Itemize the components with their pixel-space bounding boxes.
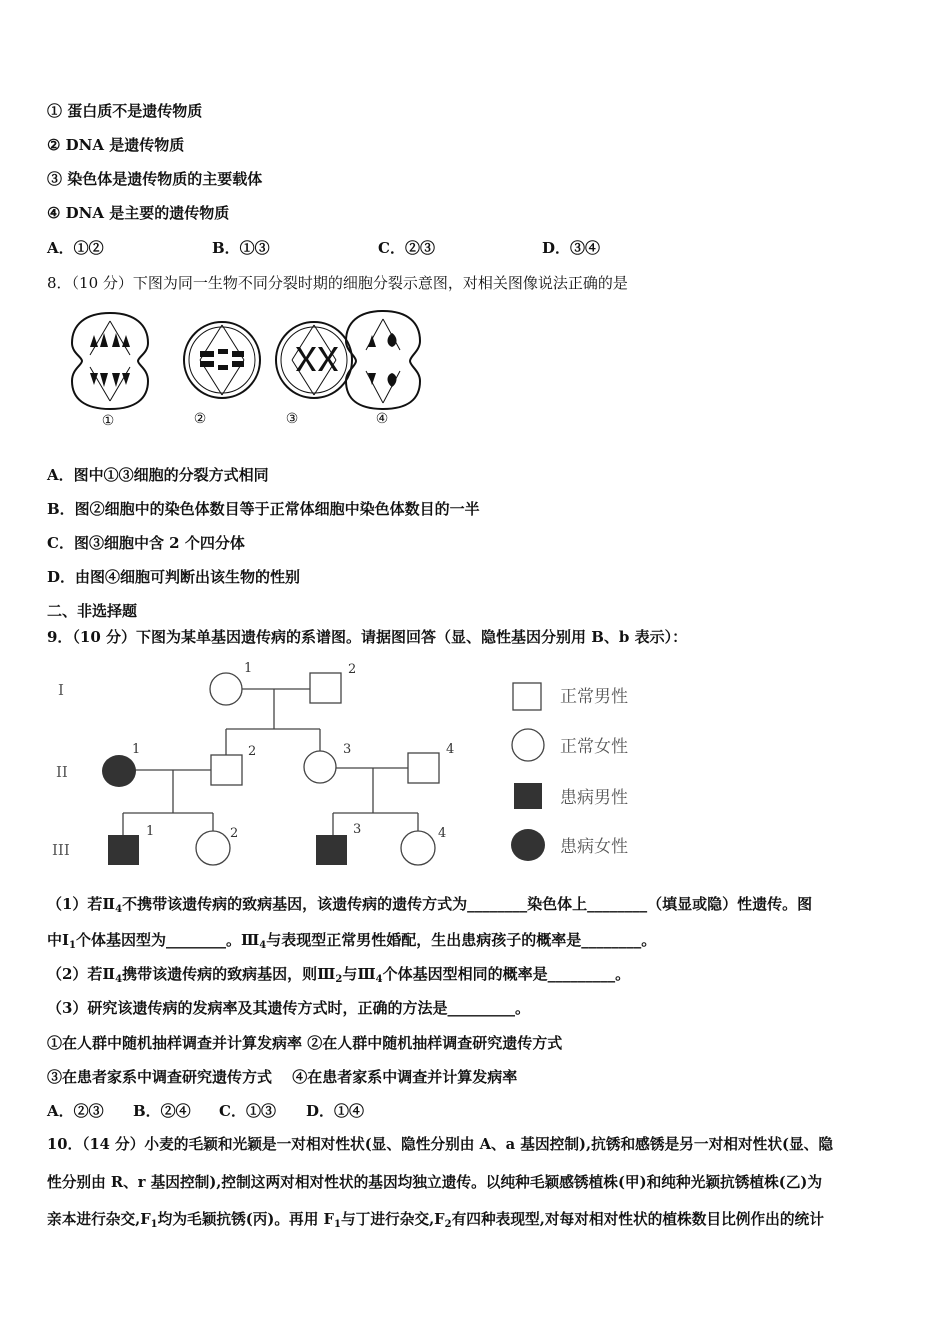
pedigree-number-III2: 2 xyxy=(230,826,239,841)
q7-statement-2: ② DNA 是遗传物质 xyxy=(47,136,185,154)
q7-option-d[interactable]: D．③④ xyxy=(542,239,601,257)
generation-label-3: III xyxy=(52,841,70,859)
q9-part1-line1: （1）若$Ⅱ_4$不携带该遗传病的致病基因，该遗传病的遗传方式为________染色体上________（填显或隐）性遗传。图 xyxy=(47,895,813,915)
q8-option-d[interactable]: D．由图④细胞可判断出该生物的性别 xyxy=(47,568,301,586)
cell-label-1: ① xyxy=(101,413,115,429)
legend-normal-male: 正常男性 xyxy=(560,687,628,707)
q9-option-b[interactable]: B．②④ xyxy=(133,1102,191,1120)
q7-option-c[interactable]: C．②③ xyxy=(378,239,435,257)
q9-part1-line2: 中$Ⅰ_1$个体基因型为________。$Ⅲ_4$与表现型正常男性婚配，生出患病孩子的概率是________。 xyxy=(47,931,657,951)
pedigree-number-II3: 3 xyxy=(343,742,352,757)
generation-label-1: I xyxy=(58,681,64,699)
pedigree-number-II4: 4 xyxy=(446,742,455,757)
pedigree-number-III3: 3 xyxy=(353,822,362,837)
q7-option-b[interactable]: B．①③ xyxy=(212,239,270,257)
q9-part2: （2）若$Ⅱ_4$携带该遗传病的致病基因，则$Ⅲ_2$与$Ⅲ_4$个体基因型相同的概率是_________。 xyxy=(47,965,631,985)
cell-label-4: ④ xyxy=(375,411,389,427)
cell-label-2: ② xyxy=(193,411,207,427)
q9-option-c[interactable]: C．①③ xyxy=(219,1102,276,1120)
q9-methods-line1: ①在人群中随机抽样调查并计算发病率 ②在人群中随机抽样调查研究遗传方式 xyxy=(47,1034,563,1052)
generation-label-2: II xyxy=(56,763,68,781)
pedigree-number-II2: 2 xyxy=(248,744,257,759)
q8-option-a[interactable]: A．图中①③细胞的分裂方式相同 xyxy=(47,466,269,484)
q10-line3: 亲本进行杂交$,F_1$均为毛颖抗锈(丙)。再用 $F_1$与丁进行杂交$,F_2$有四种表现型,对每对相对性状的植株数目比例作出的统计 xyxy=(47,1211,824,1230)
section-heading: 二、非选择题 xyxy=(47,602,138,620)
q8-option-c[interactable]: C．图③细胞中含 2 个四分体 xyxy=(47,534,245,552)
q8-stem: 8．（10 分）下图为同一生物不同分裂时期的细胞分裂示意图，对相关图像说法正确的是 xyxy=(47,274,628,292)
q7-statement-1: ① 蛋白质不是遗传物质 xyxy=(47,102,203,120)
legend-normal-female: 正常女性 xyxy=(560,737,628,757)
cell-division-figure xyxy=(60,305,440,430)
pedigree-number-II1: 1 xyxy=(132,742,141,757)
q9-stem: 9．（10 分）下图为某单基因遗传病的系谱图。请据图回答（显、隐性基因分别用 B、b 表示）： xyxy=(47,628,688,646)
q7-statement-4: ④ DNA 是主要的遗传物质 xyxy=(47,204,230,222)
pedigree-number-III1: 1 xyxy=(146,824,155,839)
q10-line1: 10．（14 分）小麦的毛颖和光颖是一对相对性状(显、隐性分别由 A、a 基因控制),抗锈和感锈是另一对相对性状(显、隐 xyxy=(47,1136,834,1153)
q7-option-a[interactable]: A．①② xyxy=(47,239,104,257)
q10-line2: 性分别由 R、r 基因控制),控制这两对相对性状的基因均独立遗传。以纯种毛颖感锈植株(甲)和纯种光颖抗锈植株(乙)为 xyxy=(47,1174,823,1191)
q9-option-a[interactable]: A．②③ xyxy=(47,1102,104,1120)
q9-part3: （3）研究该遗传病的发病率及其遗传方式时，正确的方法是_________。 xyxy=(47,999,530,1017)
q7-statement-3: ③ 染色体是遗传物质的主要载体 xyxy=(47,170,263,188)
pedigree-number-I1: 1 xyxy=(244,661,253,676)
cell-label-3: ③ xyxy=(285,411,299,427)
q8-option-b[interactable]: B．图②细胞中的染色体数目等于正常体细胞中染色体数目的一半 xyxy=(47,500,480,518)
legend-affected-female: 患病女性 xyxy=(560,837,628,857)
pedigree-number-III4: 4 xyxy=(438,826,447,841)
pedigree-chart xyxy=(48,655,658,880)
q9-methods-line2: ③在患者家系中调查研究遗传方式 ④在患者家系中调查并计算发病率 xyxy=(47,1068,518,1086)
legend-affected-male: 患病男性 xyxy=(560,788,628,808)
pedigree-number-I2: 2 xyxy=(348,662,357,677)
q9-option-d[interactable]: D．①④ xyxy=(306,1102,365,1120)
